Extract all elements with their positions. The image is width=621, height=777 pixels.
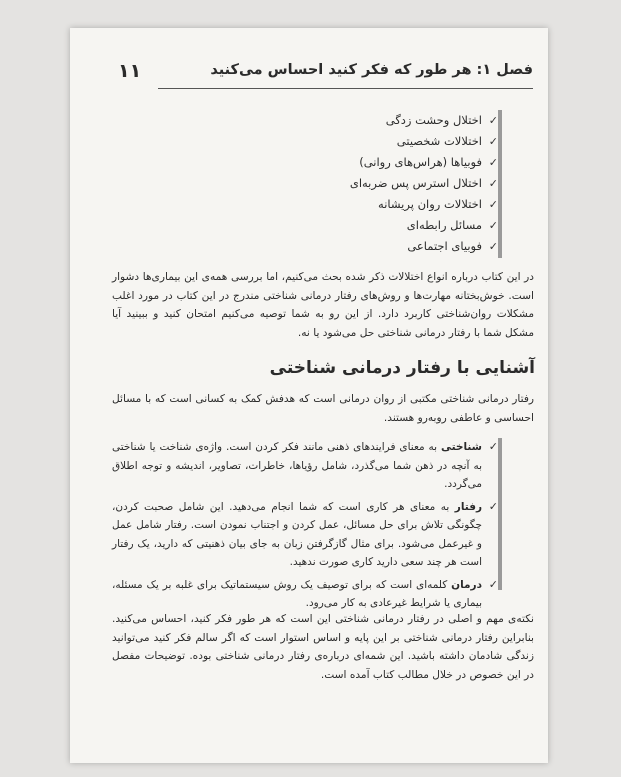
check-icon: ✓ [488,219,498,232]
list-item: ✓ اختلالات شخصیتی [330,131,498,152]
check-icon: ✓ [488,198,498,211]
check-icon: ✓ [488,177,498,190]
disorder-list [330,110,498,257]
definition-term: شناختی [440,441,482,453]
list-item: ✓ اختلالات روان پریشانه [330,194,498,215]
page-header [118,60,533,88]
section-heading: آشنایی با رفتار درمانی شناختی [269,358,535,378]
list-item: ✓ فوبیاها (هراس‌های روانی) [330,152,498,173]
check-icon: ✓ [488,440,498,453]
list-item: ✓ اختلال استرس پس ضربه‌ای [330,173,498,194]
check-icon: ✓ [488,135,498,148]
definition-text: به معنای فرایندهای ذهنی مانند فکر کردن است. واژه‌ی شناخت یا شناختی به آنچه در ذهن شما می‌گذرد، شامل رؤیاها، خاطرات، تصاویر، اندیشه و توجه اطلاق می‌گردد. [112,441,482,490]
section-intro-paragraph: رفتار درمانی شناختی مکتبی از روان درمانی است که هدفش کمک به کسانی است که با مسائل احساسی و عاطفی روبه‌رو هستند. [112,393,534,424]
definition-item-cognitive [112,438,498,494]
definition-text: کلمه‌ای است که برای توصیف یک روش سیستماتیک برای غلبه بر یک مسئله، بیماری یا شرایط غیرعادی به کار می‌رود. [112,578,482,609]
list-item: ✓ مسائل رابطه‌ای [330,215,498,236]
check-icon: ✓ [488,114,498,127]
definition-term: رفتار [454,500,482,513]
definition-text: به معنای هر کاری است که شما انجام می‌دهید. این شامل صحبت کردن، چگونگی تلاش برای حل مسائل، عمل کردن و اجتناب نمودن است. رفتار شامل عمل و غیرعمل می‌شود. برای مثال گازگرفتن زبان به جای بیان ذهنیتی که دارید، یک رفتار است هر چند سعی دارید کاری صورت ندهید. [112,500,482,568]
check-icon: ✓ [488,577,498,591]
list-item: ✓ اختلال وحشت زدگی [330,110,498,131]
check-icon: ✓ [488,499,498,513]
intro-paragraph: در این کتاب درباره انواع اختلالات ذکر شده بحث می‌کنیم، اما بررسی همه‌ی این بیماری‌ها دشوار است. خوش‌بختانه مهارت‌ها و روش‌های رفتار درمانی شناختی مندرج در این کتاب در مورد اغلب مشکلات روان‌شناختی کاربرد دارد. از این رو به شما توصیه می‌کنیم امتحان کنید و ببینید آیا مشکل شما با رفتار درمانی شناختی حل می‌شود یا نه. [112,271,534,339]
closing-paragraph: نکته‌ی مهم و اصلی در رفتار درمانی شناختی این است که هر طور فکر کنید، احساس می‌کنید. بنابراین رفتار درمانی شناختی بر این پایه و اساس استوار است که اگر سالم فکر کنید می‌توانید زندگی شادمان داشته باشید. این شمه‌ای درباره‌ی رفتار درمانی شناختی بوده. توضیحات مفصل در این خصوص در خلال مطالب کتاب آمده است. [112,613,534,681]
definition-item-therapy [112,576,498,613]
chapter-title: فصل ۱: هر طور که فکر کنید احساس می‌کنید [210,62,533,78]
check-icon: ✓ [488,156,498,169]
header-rule [158,88,533,89]
definition-item-behavior [112,498,498,572]
check-icon: ✓ [488,240,498,253]
list-item: ✓ فوبیای اجتماعی [330,236,498,257]
page-number: ۱۱ [118,60,142,82]
definitions-box [112,438,502,609]
definition-term: درمان [451,578,482,591]
disorder-list-box [330,110,502,258]
